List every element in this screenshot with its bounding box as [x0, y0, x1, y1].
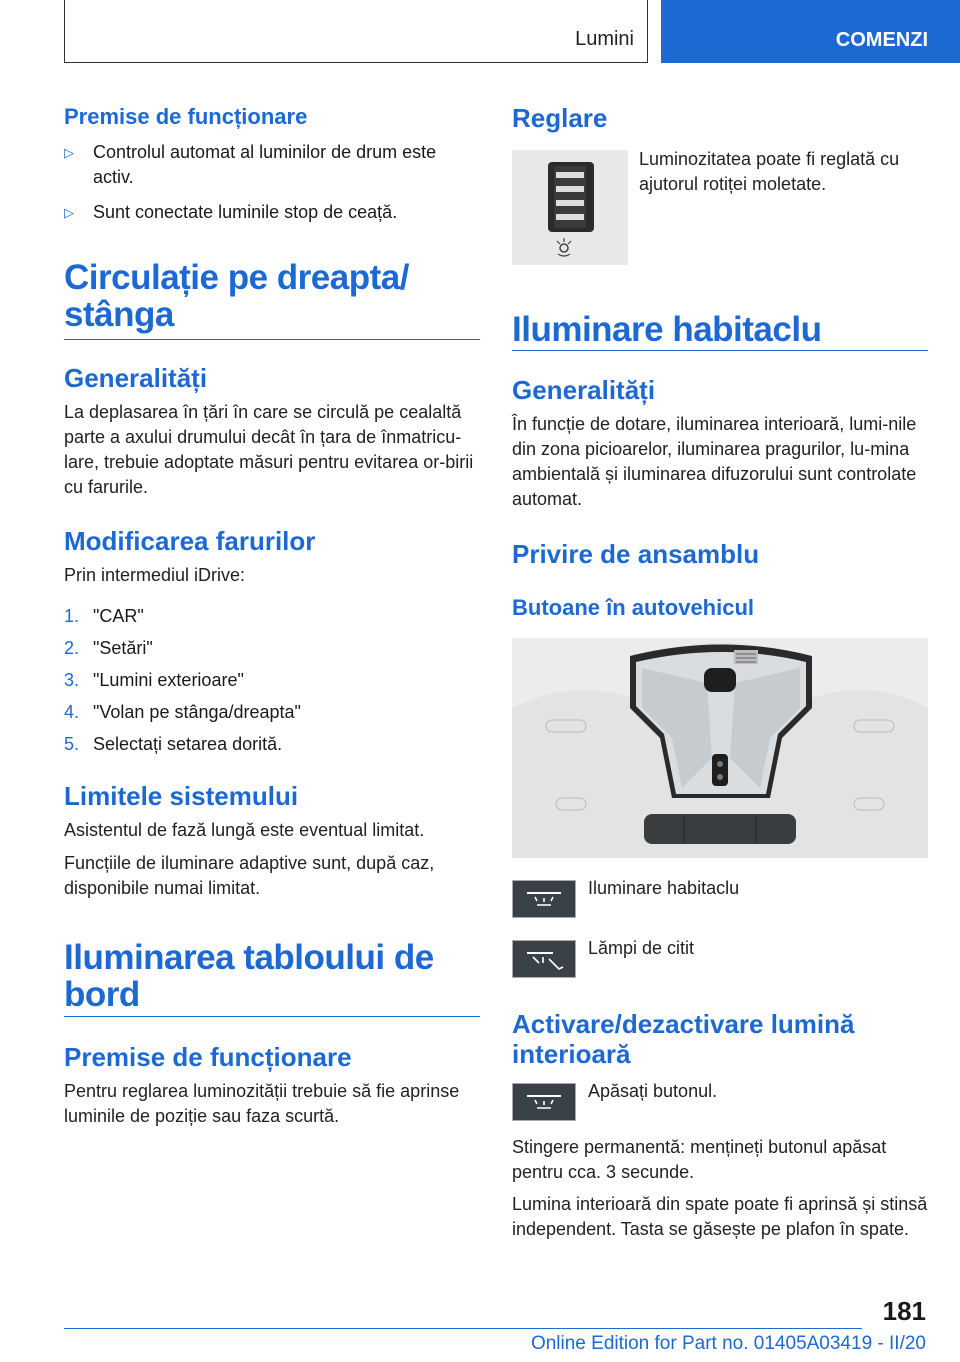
general-text: La deplasarea în țări în care se circulă pe cealaltă parte a axului drumului decât în țara de înmatricu‐lare, trebuie adoptate măsuri pentru evitarea or‐birii cu farurile.	[64, 401, 474, 497]
list-item: ▷ Controlul automat al luminilor de drum este activ.	[64, 142, 437, 187]
modify-section	[64, 527, 480, 764]
modify-heading: Modificarea farurilor	[64, 526, 316, 556]
section-title: Lumini	[575, 28, 634, 50]
interior-light-button-icon	[512, 1083, 576, 1121]
dimmer-wheel-image	[512, 150, 628, 265]
overhead-console-image	[512, 638, 928, 858]
stop-text: Stingere permanentă: mențineți butonul apăsat pentru cca. 3 secunde.	[512, 1137, 887, 1182]
premise-list	[64, 140, 480, 225]
reading-light-icon	[512, 940, 576, 978]
press-text: Apăsați butonul.	[588, 1081, 718, 1101]
reglare-text: Luminozitatea poate fi reglată cu ajutorul rotiței moletate.	[639, 149, 900, 194]
premise2-heading: Premise de funcționare	[64, 1042, 352, 1072]
page-number: 181	[882, 1296, 926, 1326]
rear-light-text: Lumina interioară din spate poate fi aprinsă și stinsă independent. Tasta se găsește pe plafon în spate.	[512, 1194, 928, 1239]
list-item: 4. "Volan pe stânga/dreapta"	[64, 701, 301, 722]
general-text: În funcție de dotare, iluminarea interioară, lumi‐nile din zona picioarelor, iluminarea pragurilor, lu‐mina ambientală și iluminarea difuzorului sunt controlate automat.	[512, 413, 917, 509]
buttons-heading: Butoane în autovehicul	[512, 595, 755, 620]
limits-text-1: Asistentul de fază lungă este eventual limitat.	[64, 819, 425, 840]
interior-lighting-heading: Iluminare habitaclu	[512, 310, 822, 349]
general-heading: Generalități	[512, 375, 656, 405]
list-item: 5. Selectați setarea dorită.	[64, 733, 283, 754]
chapter-tab[interactable]: COMENZI	[661, 0, 960, 63]
reglare-heading: Reglare	[512, 103, 608, 133]
divider	[64, 1016, 480, 1017]
triangle-bullet-icon: ▷	[64, 145, 74, 160]
premise2-text: Pentru reglarea luminozității trebuie să fie aprinse luminile de poziție sau faza scurtă.	[64, 1080, 460, 1126]
left-column	[64, 104, 480, 235]
limits-section	[64, 782, 480, 901]
edition-footer[interactable]: Online Edition for Part no. 01405A03419 - II/20	[530, 1333, 926, 1354]
divider	[64, 339, 480, 340]
list-item: 1. "CAR"	[64, 605, 144, 626]
divider	[512, 350, 928, 351]
general-heading: Generalități	[64, 363, 208, 393]
limits-heading: Limitele sistemului	[64, 781, 299, 811]
list-item: ▷ Sunt conectate luminile stop de ceață.	[64, 200, 480, 225]
interior-light-icon	[512, 880, 576, 918]
general-section	[64, 364, 480, 500]
list-item: 3. "Lumini exterioare"	[64, 669, 244, 690]
premise-heading: Premise de funcționare	[64, 104, 308, 129]
circulation-heading: Circulație pe dreapta/ stânga	[64, 258, 409, 334]
overview-heading: Privire de ansamblu	[512, 539, 760, 569]
premise2-section	[64, 1043, 480, 1129]
interior-light-label: Iluminare habitaclu	[588, 878, 740, 898]
header-frame	[64, 0, 648, 63]
triangle-bullet-icon: ▷	[64, 205, 74, 220]
footer-divider	[64, 1328, 862, 1329]
list-item: 2. "Setări"	[64, 637, 153, 658]
modify-intro: Prin intermediul iDrive:	[64, 564, 246, 585]
reading-light-label: Lămpi de citit	[588, 938, 695, 958]
dashboard-lighting-heading: Iluminarea tabloului de bord	[64, 938, 434, 1014]
steps-list	[64, 604, 480, 764]
right-general-section	[512, 376, 928, 512]
limits-text-2: Funcțiile de iluminare adaptive sunt, după caz, disponibile numai limitat.	[64, 852, 435, 898]
activate-heading: Activare/dezactivare lumină interioară	[512, 1009, 855, 1069]
